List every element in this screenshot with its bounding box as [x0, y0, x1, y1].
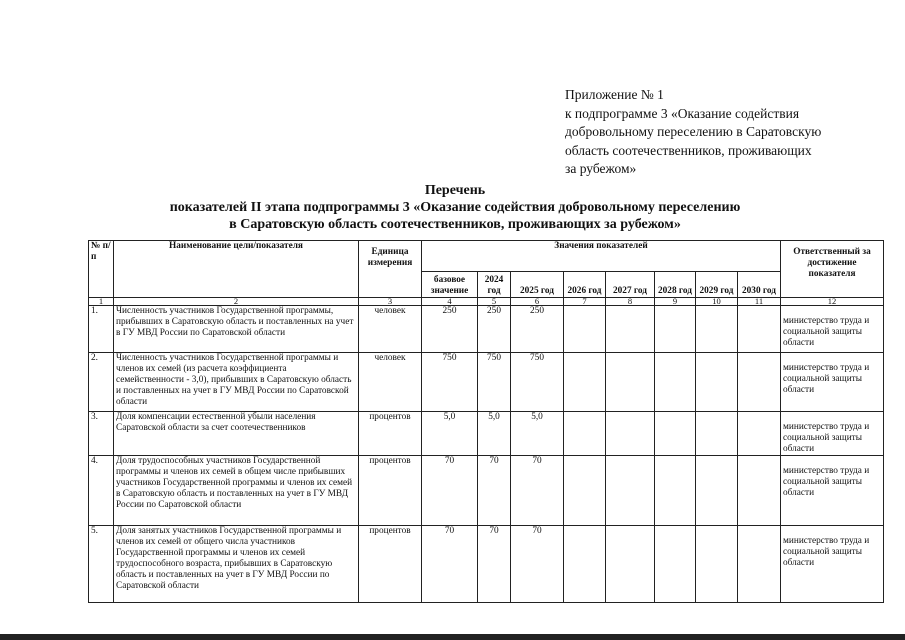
annex-note [565, 86, 821, 179]
base-value: 250 [422, 306, 478, 353]
value-2027 [606, 456, 655, 526]
header-year-2027: 2027 год [606, 272, 655, 298]
indicators-table [88, 240, 884, 603]
value-2028 [655, 456, 696, 526]
row-num: 2. [89, 353, 114, 412]
header-year-2026: 2026 год [564, 272, 606, 298]
header-year-2030: 2030 год [738, 272, 781, 298]
header-values-group: Значения показателей [422, 241, 781, 272]
unit: процентов [359, 526, 422, 603]
header-name: Наименование цели/показателя [114, 241, 359, 298]
annex-line: область соотечественников, проживающих [565, 142, 812, 158]
indicator-name: Численность участников Государственной программы, прибывших в Саратовскую область и поставленных на учет в ГУ МВД России по Саратовской области [114, 306, 359, 353]
row-num: 1. [89, 306, 114, 353]
annex-line: добровольному переселению в Саратовскую [565, 124, 822, 139]
column-number: 2 [114, 298, 359, 306]
column-number: 4 [422, 298, 478, 306]
value-2029 [696, 456, 738, 526]
value-2027 [606, 306, 655, 353]
document-title [120, 182, 790, 233]
table-row [89, 412, 884, 456]
value-2030 [738, 526, 781, 603]
unit: процентов [359, 456, 422, 526]
column-numbers-row [89, 298, 884, 306]
indicator-name: Доля трудоспособных участников Государственной программы и членов их семей в общем числе прибывших участников Государственной программы и членов их семей в Саратовскую область и поставленных на учет в ГУ МВД России по Саратовской области [114, 456, 359, 526]
value-2029 [696, 306, 738, 353]
responsible: министерство труда и социальной защиты области [781, 306, 884, 353]
value-2029 [696, 526, 738, 603]
table-row [89, 526, 884, 603]
unit: процентов [359, 412, 422, 456]
value-2028 [655, 526, 696, 603]
row-num: 4. [89, 456, 114, 526]
value-2027 [606, 353, 655, 412]
responsible: министерство труда и социальной защиты области [781, 526, 884, 603]
value-2025: 750 [511, 353, 564, 412]
value-2024: 70 [478, 526, 511, 603]
value-2026 [564, 353, 606, 412]
unit: человек [359, 353, 422, 412]
value-2030 [738, 353, 781, 412]
header-year-2025: 2025 год [511, 272, 564, 298]
header-base: базовое значение [422, 272, 478, 298]
value-2030 [738, 456, 781, 526]
title-line: Перечень [424, 183, 486, 198]
value-2026 [564, 412, 606, 456]
value-2026 [564, 306, 606, 353]
value-2026 [564, 456, 606, 526]
value-2027 [606, 412, 655, 456]
header-responsible: Ответственный за достижение показателя [781, 241, 884, 298]
row-num: 3. [89, 412, 114, 456]
row-num: 5. [89, 526, 114, 603]
responsible: министерство труда и социальной защиты области [781, 412, 884, 456]
header-year-2028: 2028 год [655, 272, 696, 298]
value-2030 [738, 306, 781, 353]
value-2024: 250 [478, 306, 511, 353]
responsible: министерство труда и социальной защиты области [781, 456, 884, 526]
column-number: 6 [511, 298, 564, 306]
indicator-name: Доля компенсации естественной убыли населения Саратовской области за счет соотечественников [114, 412, 359, 456]
annex-line: Приложение № 1 [565, 87, 664, 102]
column-number: 12 [781, 298, 884, 306]
value-2028 [655, 306, 696, 353]
value-2028 [655, 412, 696, 456]
indicator-name: Доля занятых участников Государственной программы и членов их семей от общего числа участников Государственной программы и членов их семей трудоспособного возраста, прибывших в Саратовскую область и поставленных на учет в ГУ МВД России по Саратовской области [114, 526, 359, 603]
value-2030 [738, 412, 781, 456]
indicator-name: Численность участников Государственной программы и членов их семей (из расчета коэффициента семейственности - 3,0), прибывших в Саратовскую область и поставленных на учет в ГУ МВД России по Саратовской области [114, 353, 359, 412]
value-2029 [696, 353, 738, 412]
column-number: 8 [606, 298, 655, 306]
value-2027 [606, 526, 655, 603]
annex-line: к подпрограмме 3 «Оказание содействия [565, 105, 800, 121]
base-value: 750 [422, 353, 478, 412]
value-2024: 5,0 [478, 412, 511, 456]
unit: человек [359, 306, 422, 353]
base-value: 5,0 [422, 412, 478, 456]
value-2029 [696, 412, 738, 456]
column-number: 7 [564, 298, 606, 306]
value-2025: 5,0 [511, 412, 564, 456]
column-number: 9 [655, 298, 696, 306]
table-row [89, 456, 884, 526]
value-2026 [564, 526, 606, 603]
base-value: 70 [422, 456, 478, 526]
column-number: 5 [478, 298, 511, 306]
title-line: показателей II этапа подпрограммы 3 «Оказание содействия добровольному переселению [169, 200, 741, 215]
column-number: 11 [738, 298, 781, 306]
column-number: 1 [89, 298, 114, 306]
value-2025: 250 [511, 306, 564, 353]
scan-edge [0, 634, 905, 640]
table-row [89, 306, 884, 353]
value-2025: 70 [511, 526, 564, 603]
base-value: 70 [422, 526, 478, 603]
value-2024: 750 [478, 353, 511, 412]
table-row [89, 353, 884, 412]
value-2028 [655, 353, 696, 412]
value-2025: 70 [511, 456, 564, 526]
value-2024: 70 [478, 456, 511, 526]
column-number: 3 [359, 298, 422, 306]
header-unit: Единица измерения [359, 241, 422, 298]
header-year-2024: 2024 год [478, 272, 511, 298]
annex-line: за рубежом» [565, 161, 637, 176]
responsible: министерство труда и социальной защиты области [781, 353, 884, 412]
column-number: 10 [696, 298, 738, 306]
header-year-2029: 2029 год [696, 272, 738, 298]
title-line: в Саратовскую область соотечественников, проживающих за рубежом» [229, 217, 681, 232]
header-num: № п/п [89, 241, 114, 298]
